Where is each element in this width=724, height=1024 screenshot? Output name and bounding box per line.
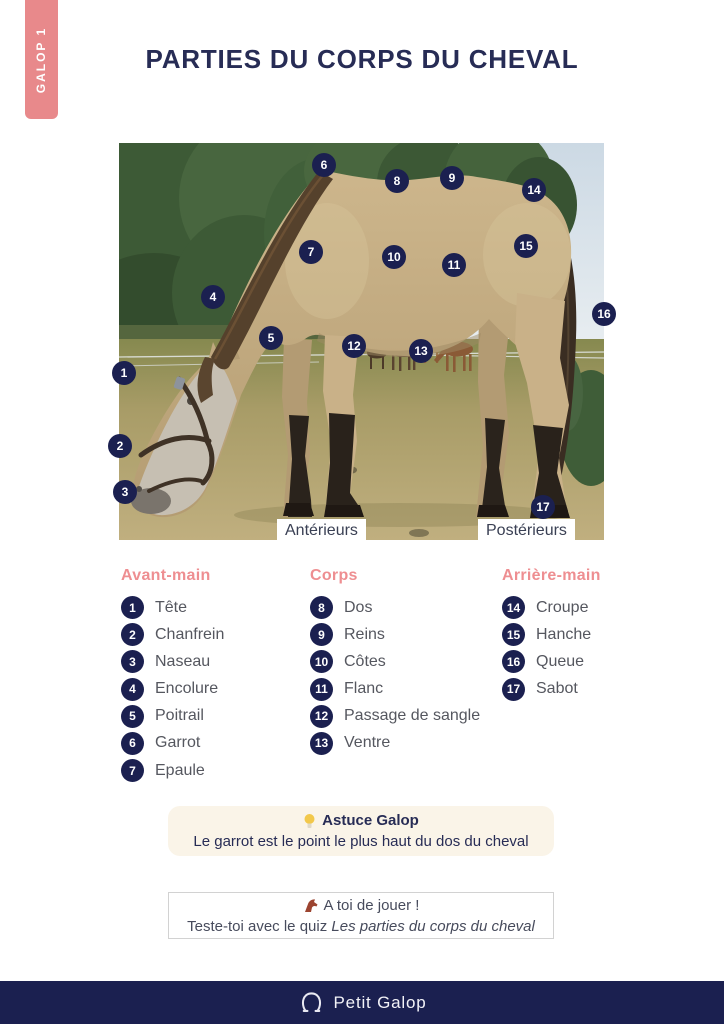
legend-column-1 — [121, 566, 224, 786]
legend-item-9 — [310, 623, 480, 646]
legend-item-10 — [310, 650, 480, 673]
tip-text: Le garrot est le point le plus haut du dos du cheval — [193, 833, 529, 850]
quiz-title-row — [303, 895, 420, 916]
legend-number-badge: 14 — [502, 596, 525, 619]
lightbulb-icon — [303, 813, 316, 829]
part-marker-9: 9 — [440, 166, 464, 190]
legend-item-label: Queue — [536, 652, 585, 670]
legend-item-label: Dos — [344, 598, 373, 616]
legend-item-11 — [310, 678, 480, 701]
legend-number-badge: 17 — [502, 678, 525, 701]
legend-item-2 — [121, 623, 224, 646]
legend-item-4 — [121, 678, 224, 701]
legend-number-badge: 11 — [310, 678, 333, 701]
part-marker-17: 17 — [531, 495, 555, 519]
legend-number-badge: 10 — [310, 650, 333, 673]
legend-number-badge: 3 — [121, 650, 144, 673]
galop-level-label: GALOP 1 — [34, 26, 49, 93]
legend-item-label: Reins — [344, 625, 385, 643]
part-marker-10: 10 — [382, 245, 406, 269]
legend-column-title: Arrière-main — [502, 567, 601, 584]
part-marker-16: 16 — [592, 302, 616, 326]
quiz-title: A toi de jouer ! — [323, 896, 420, 914]
legend-item-13 — [310, 732, 480, 755]
legend-number-badge: 8 — [310, 596, 333, 619]
part-marker-4: 4 — [201, 285, 225, 309]
part-marker-8: 8 — [385, 169, 409, 193]
horse-head-icon — [303, 898, 319, 913]
legend-number-badge: 6 — [121, 732, 144, 755]
legend-item-6 — [121, 732, 224, 755]
legend-item-7 — [121, 759, 224, 782]
legend-number-badge: 5 — [121, 705, 144, 728]
legend-number-badge: 13 — [310, 732, 333, 755]
part-marker-3: 3 — [113, 480, 137, 504]
part-marker-13: 13 — [409, 339, 433, 363]
part-marker-7: 7 — [299, 240, 323, 264]
quiz-text: Teste-toi avec le quiz — [187, 917, 332, 935]
legend-item-label: Passage de sangle — [344, 707, 481, 725]
legend-item-label: Garrot — [155, 734, 201, 752]
legend-item-label: Sabot — [536, 680, 578, 698]
part-marker-11: 11 — [442, 253, 466, 277]
legend-column-3 — [502, 566, 601, 705]
part-marker-2: 2 — [108, 434, 132, 458]
legend-number-badge: 1 — [121, 596, 144, 619]
legend-number-badge: 16 — [502, 650, 525, 673]
part-marker-12: 12 — [342, 334, 366, 358]
legend-item-label: Ventre — [344, 734, 391, 752]
part-marker-6: 6 — [312, 153, 336, 177]
quiz-box — [168, 892, 554, 939]
page-title: PARTIES DU CORPS DU CHEVAL — [145, 44, 579, 74]
footer — [0, 981, 724, 1024]
legend-item-label: Naseau — [155, 652, 211, 670]
brand-name: Petit Galop — [333, 992, 427, 1012]
legend-item-12 — [310, 705, 480, 728]
legend-item-16 — [502, 650, 601, 673]
legend-item-14 — [502, 596, 601, 619]
legend-column-title: Avant-main — [121, 567, 211, 584]
legend-item-3 — [121, 650, 224, 673]
part-marker-14: 14 — [522, 178, 546, 202]
tip-title-row — [303, 810, 419, 831]
legend-item-label: Encolure — [155, 680, 219, 698]
legend-number-badge: 12 — [310, 705, 333, 728]
legend-number-badge: 9 — [310, 623, 333, 646]
tip-box — [168, 806, 554, 856]
legend-item-label: Epaule — [155, 761, 205, 779]
legend-item-label: Poitrail — [155, 707, 204, 725]
part-marker-1: 1 — [112, 361, 136, 385]
horseshoe-icon — [298, 989, 325, 1016]
front-legs-label: Antérieurs — [277, 519, 366, 542]
legend-item-label: Tête — [155, 598, 188, 616]
legend-number-badge: 2 — [121, 623, 144, 646]
legend — [0, 566, 724, 786]
legend-number-badge: 7 — [121, 759, 144, 782]
legend-column-2 — [310, 566, 480, 759]
quiz-name: Les parties du corps du cheval — [331, 917, 535, 935]
legend-item-label: Chanfrein — [155, 625, 225, 643]
legend-item-17 — [502, 678, 601, 701]
part-marker-15: 15 — [514, 234, 538, 258]
legend-item-label: Côtes — [344, 652, 386, 670]
quiz-text-row — [187, 916, 535, 937]
tip-title: Astuce Galop — [322, 812, 419, 829]
part-marker-5: 5 — [259, 326, 283, 350]
legend-item-1 — [121, 596, 224, 619]
legend-item-8 — [310, 596, 480, 619]
legend-column-title: Corps — [310, 567, 358, 584]
legend-item-5 — [121, 705, 224, 728]
legend-item-label: Croupe — [536, 598, 589, 616]
horse-photo — [116, 143, 611, 540]
legend-number-badge: 4 — [121, 678, 144, 701]
rear-legs-label: Postérieurs — [478, 519, 575, 542]
legend-item-15 — [502, 623, 601, 646]
legend-item-label: Hanche — [536, 625, 592, 643]
legend-number-badge: 15 — [502, 623, 525, 646]
legend-item-label: Flanc — [344, 680, 384, 698]
